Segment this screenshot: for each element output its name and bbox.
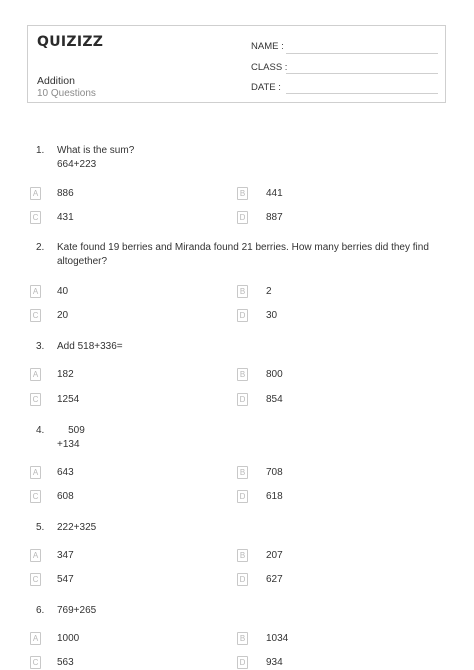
question-text: 509 bbox=[57, 425, 85, 436]
option-letter-badge: D bbox=[237, 393, 248, 406]
option-text: 431 bbox=[57, 212, 74, 223]
question-number: 3. bbox=[36, 341, 45, 352]
option-letter-badge: C bbox=[30, 490, 41, 503]
option-letter-badge: A bbox=[30, 187, 41, 200]
date-line bbox=[286, 93, 438, 94]
question-text: Add 518+336= bbox=[57, 341, 123, 352]
option-letter-badge: D bbox=[237, 211, 248, 224]
question-text: Kate found 19 berries and Miranda found 21 berries. How many berries did they find bbox=[57, 242, 429, 253]
option-letter-badge: B bbox=[237, 466, 248, 479]
question-count: 10 Questions bbox=[37, 88, 96, 99]
option-text: 1000 bbox=[57, 633, 80, 644]
option-letter-badge: B bbox=[237, 632, 248, 645]
question-text: 769+265 bbox=[57, 605, 97, 616]
worksheet-header bbox=[27, 25, 446, 103]
option-text: 854 bbox=[266, 394, 283, 405]
question-number: 4. bbox=[36, 425, 45, 436]
option-text: 441 bbox=[266, 188, 283, 199]
question-text: What is the sum? bbox=[57, 145, 135, 156]
option-text: 20 bbox=[57, 310, 69, 321]
option-text: 2 bbox=[266, 286, 272, 297]
question-number: 1. bbox=[36, 145, 45, 156]
option-text: 182 bbox=[57, 369, 74, 380]
question-text: 664+223 bbox=[57, 159, 97, 170]
option-text: 207 bbox=[266, 550, 283, 561]
quizizz-logo: QUIZIZZ bbox=[37, 34, 104, 50]
option-letter-badge: A bbox=[30, 368, 41, 381]
option-text: 40 bbox=[57, 286, 69, 297]
question-number: 6. bbox=[36, 605, 45, 616]
option-text: 887 bbox=[266, 212, 283, 223]
option-text: 563 bbox=[57, 657, 74, 668]
option-text: 347 bbox=[57, 550, 74, 561]
option-text: 608 bbox=[57, 491, 74, 502]
worksheet-title: Addition bbox=[37, 75, 75, 87]
option-text: 618 bbox=[266, 491, 283, 502]
option-letter-badge: B bbox=[237, 285, 248, 298]
option-text: 30 bbox=[266, 310, 278, 321]
question-text: 222+325 bbox=[57, 522, 97, 533]
option-letter-badge: C bbox=[30, 656, 41, 669]
option-letter-badge: B bbox=[237, 187, 248, 200]
option-letter-badge: D bbox=[237, 573, 248, 586]
option-text: 547 bbox=[57, 574, 74, 585]
option-letter-badge: A bbox=[30, 466, 41, 479]
option-text: 934 bbox=[266, 657, 283, 668]
question-number: 5. bbox=[36, 522, 45, 533]
option-text: 627 bbox=[266, 574, 283, 585]
option-text: 886 bbox=[57, 188, 74, 199]
option-text: 708 bbox=[266, 467, 283, 478]
option-letter-badge: D bbox=[237, 490, 248, 503]
option-letter-badge: D bbox=[237, 309, 248, 322]
option-text: 1034 bbox=[266, 633, 289, 644]
option-text: 1254 bbox=[57, 394, 80, 405]
option-letter-badge: C bbox=[30, 309, 41, 322]
option-letter-badge: D bbox=[237, 656, 248, 669]
option-letter-badge: B bbox=[237, 549, 248, 562]
date-label: DATE : bbox=[251, 82, 281, 93]
option-letter-badge: C bbox=[30, 211, 41, 224]
option-letter-badge: A bbox=[30, 285, 41, 298]
option-text: 643 bbox=[57, 467, 74, 478]
option-letter-badge: C bbox=[30, 573, 41, 586]
option-letter-badge: A bbox=[30, 549, 41, 562]
question-text: +134 bbox=[57, 439, 80, 450]
option-letter-badge: B bbox=[237, 368, 248, 381]
class-line bbox=[286, 73, 438, 74]
question-number: 2. bbox=[36, 242, 45, 253]
question-text: altogether? bbox=[57, 256, 108, 267]
name-line bbox=[286, 53, 438, 54]
class-label: CLASS : bbox=[251, 62, 288, 73]
name-label: NAME : bbox=[251, 41, 284, 52]
option-text: 800 bbox=[266, 369, 283, 380]
option-letter-badge: C bbox=[30, 393, 41, 406]
option-letter-badge: A bbox=[30, 632, 41, 645]
